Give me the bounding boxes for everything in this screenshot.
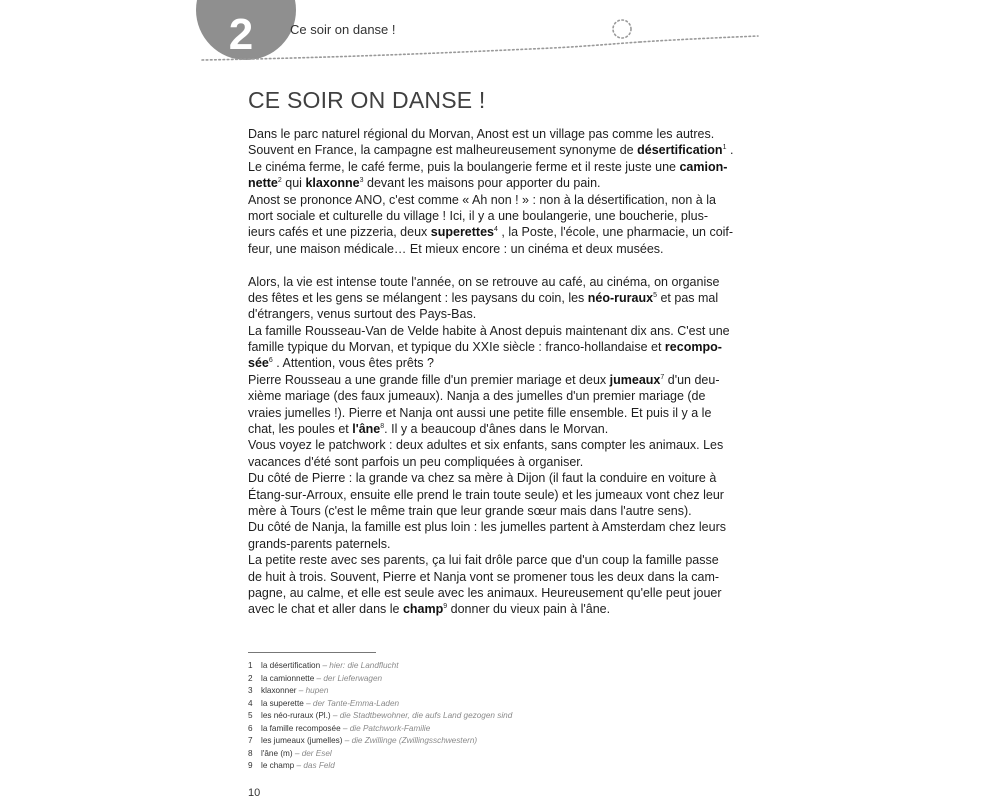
text-line: vacances d'été sont parfois un peu compliquées à organiser. <box>248 454 584 469</box>
text-line: grands-parents paternels. <box>248 536 391 551</box>
text-line: Du côté de Nanja, la famille est plus loin : les jumelles partent à Amsterdam chez leurs <box>248 520 727 535</box>
text-line: avec le chat et aller dans le champ$^9$ donner du vieux pain à l'âne. <box>248 602 611 617</box>
text-line: nette$^2$ qui klaxonne$^3$ devant les maisons pour apporter du pain. <box>248 176 601 191</box>
text-line: La petite reste avec ses parents, ça lui fait drôle parce que d'un coup la famille passe <box>248 553 719 568</box>
glossary-term: sée <box>248 356 269 371</box>
text-line: Du côté de Pierre : la grande va chez sa mère à Dijon (il faut la conduire en voiture à <box>248 471 717 486</box>
glossary-term: néo-ruraux <box>587 290 654 305</box>
text-line: ieurs cafés et une pizzeria, deux superettes$^4$ , la Poste, l'école, une pharmacie, un coif- <box>248 225 734 240</box>
glossary-term: jumeaux <box>609 372 661 387</box>
text-line: des fêtes et les gens se mélangent : les paysans du coin, les néo-ruraux$^5$ et pas mal <box>248 290 719 305</box>
glossary-term: l'âne <box>352 422 381 437</box>
text-line: famille typique du Morvan, et typique du XXIe siècle : franco-hollandaise et recompo- <box>248 340 722 355</box>
text-line: de huit à trois. Souvent, Pierre et Nanja vont se promener tous les deux dans la cam- <box>248 569 720 584</box>
glossary-term: nette <box>248 176 278 191</box>
text-line: vraies jumelles !). Pierre et Nanja ont aussi une petite fille ensemble. Et puis il y a le <box>248 405 712 420</box>
text-line: Anost se prononce ANO, c'est comme « Ah non ! » : non à la désertification, non à la <box>248 192 716 207</box>
footnote-item: 7 les jumeaux (jumelles) – die Zwillinge (Zwillingsschwestern) <box>248 736 478 745</box>
text-line: Alors, la vie est intense toute l'année, on se retrouve au café, au cinéma, on organise <box>248 274 720 289</box>
glossary-term: désertification <box>637 143 723 158</box>
header-dotted-decoration <box>200 14 760 66</box>
text-line: xième mariage (des faux jumeaux). Nanja a des jumelles d'un premier mariage (de <box>248 389 706 404</box>
footnote-item: 5 les néo-ruraux (Pl.) – die Stadtbewohner, die aufs Land gezogen sind <box>248 711 513 720</box>
glossary-term: champ <box>402 602 444 617</box>
text-line: Dans le parc naturel régional du Morvan, Anost est un village pas comme les autres. <box>248 127 715 141</box>
text-line: mère à Tours (c'est le même train que leur grande sœur mais dans l'autre sens). <box>248 503 692 518</box>
footnote-item: 2 la camionnette – der Lieferwagen <box>248 673 383 683</box>
glossary-term: klaxonne <box>305 176 360 191</box>
footnote-item: 9 le champ – das Feld <box>248 761 335 770</box>
text-line: Pierre Rousseau a une grande fille d'un premier mariage et deux jumeaux$^7$ d'un deu- <box>248 372 720 387</box>
footnote-item: 1 la désertification – hier: die Landflucht <box>248 661 399 670</box>
glossary-term: superettes <box>430 225 494 240</box>
footnote-item: 3 klaxonner – hupen <box>248 686 329 695</box>
glossary-term: camion- <box>679 159 728 174</box>
text-line: Souvent en France, la campagne est malheureusement synonyme de désertification$^1$ . <box>248 143 734 158</box>
text-line: d'étrangers, venus surtout des Pays-Bas. <box>248 307 477 322</box>
text-line: Vous voyez le patchwork : deux adultes et six enfants, sans compter les animaux. Les <box>248 438 724 453</box>
footnote-divider <box>248 652 376 653</box>
text-line: Étang-sur-Arroux, ensuite elle prend le train toute seule) et les jumeaux vont chez leur <box>248 487 724 502</box>
page-number: 10 <box>248 787 261 799</box>
chapter-title: Ce soir on danse ! <box>290 22 396 37</box>
text-line: pagne, au calme, et elle est seule avec les animaux. Heureusement qu'elle peut jouer <box>248 585 722 600</box>
article-body <box>248 126 734 618</box>
footnotes <box>248 660 512 773</box>
text-line: La famille Rousseau-Van de Velde habite à Anost depuis maintenant dix ans. C'est une <box>248 323 730 338</box>
text-line: Le cinéma ferme, le café ferme, puis la boulangerie ferme et il reste juste une camion- <box>248 159 728 174</box>
footnote-item: 6 la famille recomposée – die Patchwork-Familie <box>248 723 431 733</box>
footnote-item: 8 l'âne (m) – der Esel <box>248 748 332 758</box>
page-title: CE SOIR ON DANSE ! <box>248 87 486 113</box>
text-line: feur, une maison médicale… Et mieux encore : un cinéma et deux musées. <box>248 241 664 256</box>
footnote-item: 4 la superette – der Tante-Emma-Laden <box>248 698 400 708</box>
chapter-number: 2 <box>228 10 254 59</box>
glossary-term: recompo- <box>664 340 722 355</box>
text-line: sée$^6$ . Attention, vous êtes prêts ? <box>248 356 434 371</box>
text-line: chat, les poules et l'âne$^8$. Il y a beaucoup d'ânes dans le Morvan. <box>248 422 609 437</box>
text-line: mort sociale et culturelle du village ! Ici, il y a une boulangerie, une boucherie, plus- <box>248 208 708 223</box>
